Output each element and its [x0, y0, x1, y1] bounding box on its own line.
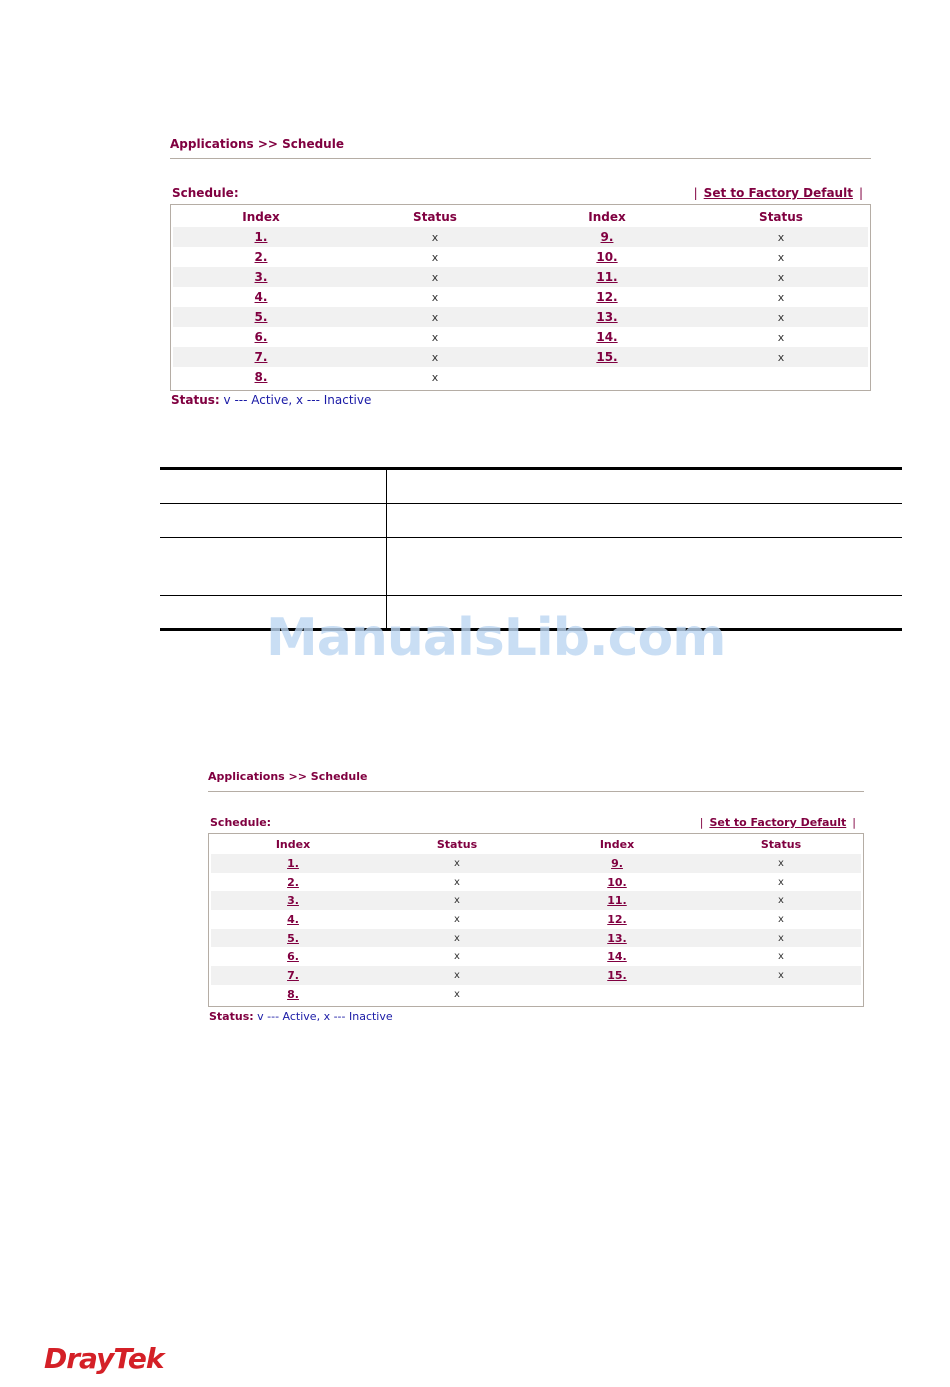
schedule-index-link[interactable]: 8.: [287, 987, 299, 1001]
set-factory-default-link[interactable]: Set to Factory Default: [703, 186, 853, 200]
status-legend: [209, 1010, 393, 1023]
status-value: x: [454, 913, 460, 925]
legend-label: Status:: [171, 393, 220, 407]
status-value: x: [778, 932, 784, 944]
legend-label: Status:: [209, 1010, 254, 1023]
status-value: x: [431, 330, 439, 344]
table-row: [211, 948, 861, 967]
status-value: x: [431, 350, 439, 364]
status-value: x: [777, 330, 785, 344]
status-value: x: [777, 230, 785, 244]
breadcrumb: Applications >> Schedule: [208, 770, 368, 783]
column-header-index: Index: [275, 838, 311, 851]
status-value: x: [777, 270, 785, 284]
schedule-index-link[interactable]: 2.: [287, 875, 299, 889]
table-row: [173, 307, 868, 327]
status-value: x: [431, 290, 439, 304]
schedule-index-link[interactable]: 2.: [254, 250, 268, 264]
factory-default-group: [694, 816, 862, 829]
status-value: x: [454, 895, 460, 907]
status-value: x: [777, 310, 785, 324]
status-value: x: [454, 988, 460, 1000]
status-value: x: [454, 932, 460, 944]
table-row: [211, 891, 861, 910]
schedule-index-link[interactable]: 6.: [254, 330, 268, 344]
schedule-index-link[interactable]: 11.: [607, 894, 627, 908]
status-value: x: [454, 951, 460, 963]
breadcrumb-divider: [208, 791, 864, 792]
schedule-index-link[interactable]: 8.: [254, 370, 268, 384]
schedule-index-link[interactable]: 14.: [596, 330, 618, 344]
schedule-index-link[interactable]: 12.: [596, 290, 618, 304]
table-row: [173, 227, 868, 247]
table-row: [211, 966, 861, 985]
table-row-rule: [160, 503, 902, 504]
schedule-index-link[interactable]: 1.: [287, 856, 299, 870]
status-value: x: [778, 913, 784, 925]
status-value: x: [454, 876, 460, 888]
schedule-index-link[interactable]: 13.: [607, 931, 627, 945]
schedule-index-link[interactable]: 1.: [254, 230, 268, 244]
set-factory-default-link[interactable]: Set to Factory Default: [709, 816, 847, 829]
schedule-panel-2: [208, 769, 864, 1031]
column-header-index: Index: [242, 210, 280, 224]
legend-text: v --- Active, x --- Inactive: [257, 1010, 393, 1023]
column-header-status: Status: [760, 838, 802, 851]
table-row: [173, 347, 868, 367]
table-row: [173, 327, 868, 347]
schedule-index-link[interactable]: 15.: [596, 350, 618, 364]
status-value: x: [454, 857, 460, 869]
table-row-rule: [160, 595, 902, 596]
status-value: x: [778, 951, 784, 963]
schedule-index-link[interactable]: 5.: [287, 931, 299, 945]
schedule-index-link[interactable]: 4.: [254, 290, 268, 304]
table-row: [211, 929, 861, 948]
separator: |: [858, 186, 863, 200]
schedule-index-link[interactable]: 12.: [607, 912, 627, 926]
schedule-index-link[interactable]: 9.: [611, 856, 623, 870]
draytek-logo: DrayTek: [44, 1342, 164, 1375]
schedule-index-link[interactable]: 3.: [287, 894, 299, 908]
table-top-rule: [160, 467, 902, 470]
column-header-status: Status: [436, 838, 478, 851]
status-value: x: [777, 250, 785, 264]
table-row: [173, 367, 868, 387]
status-value: x: [778, 895, 784, 907]
breadcrumb: Applications >> Schedule: [170, 137, 344, 151]
table-column-rule: [386, 469, 387, 629]
schedule-index-link[interactable]: 7.: [254, 350, 268, 364]
column-header-index: Index: [588, 210, 626, 224]
column-header-index: Index: [599, 838, 635, 851]
schedule-panel-1: [170, 136, 871, 416]
column-header-status: Status: [413, 210, 457, 224]
schedule-table: [170, 204, 871, 391]
status-value: x: [454, 970, 460, 982]
status-value: x: [778, 970, 784, 982]
table-row: [211, 985, 861, 1004]
status-value: x: [777, 290, 785, 304]
table-row: [173, 247, 868, 267]
schedule-index-link[interactable]: 14.: [607, 950, 627, 964]
table-row: [211, 910, 861, 929]
schedule-label: Schedule:: [210, 816, 272, 829]
schedule-index-link[interactable]: 10.: [596, 250, 618, 264]
watermark: ManualsLib.com: [266, 608, 726, 668]
table-row: [173, 287, 868, 307]
separator: |: [852, 816, 856, 829]
column-header-status: Status: [759, 210, 803, 224]
table-row: [211, 873, 861, 892]
schedule-index-link[interactable]: 6.: [287, 950, 299, 964]
breadcrumb-divider: [170, 158, 871, 159]
status-value: x: [778, 857, 784, 869]
separator: |: [699, 816, 704, 829]
schedule-index-link[interactable]: 7.: [287, 969, 299, 983]
table-row: [211, 854, 861, 873]
schedule-index-link[interactable]: 11.: [596, 270, 618, 284]
schedule-index-link[interactable]: 5.: [254, 310, 268, 324]
table-row-rule: [160, 537, 902, 538]
legend-text: v --- Active, x --- Inactive: [223, 393, 372, 407]
separator: |: [693, 186, 698, 200]
factory-default-group: [688, 186, 869, 200]
schedule-index-link[interactable]: 15.: [607, 969, 627, 983]
schedule-table: [208, 833, 864, 1007]
table-row: [173, 267, 868, 287]
schedule-index-link[interactable]: 4.: [287, 912, 299, 926]
status-value: x: [778, 876, 784, 888]
schedule-label: Schedule:: [172, 186, 239, 200]
status-value: x: [431, 310, 439, 324]
schedule-index-link[interactable]: 3.: [254, 270, 268, 284]
status-value: x: [431, 250, 439, 264]
schedule-index-link[interactable]: 10.: [607, 875, 627, 889]
schedule-index-link[interactable]: 13.: [596, 310, 618, 324]
status-legend: [171, 393, 371, 407]
schedule-index-link[interactable]: 9.: [600, 230, 614, 244]
status-value: x: [777, 350, 785, 364]
status-value: x: [431, 270, 439, 284]
status-value: x: [431, 370, 439, 384]
status-value: x: [431, 230, 439, 244]
